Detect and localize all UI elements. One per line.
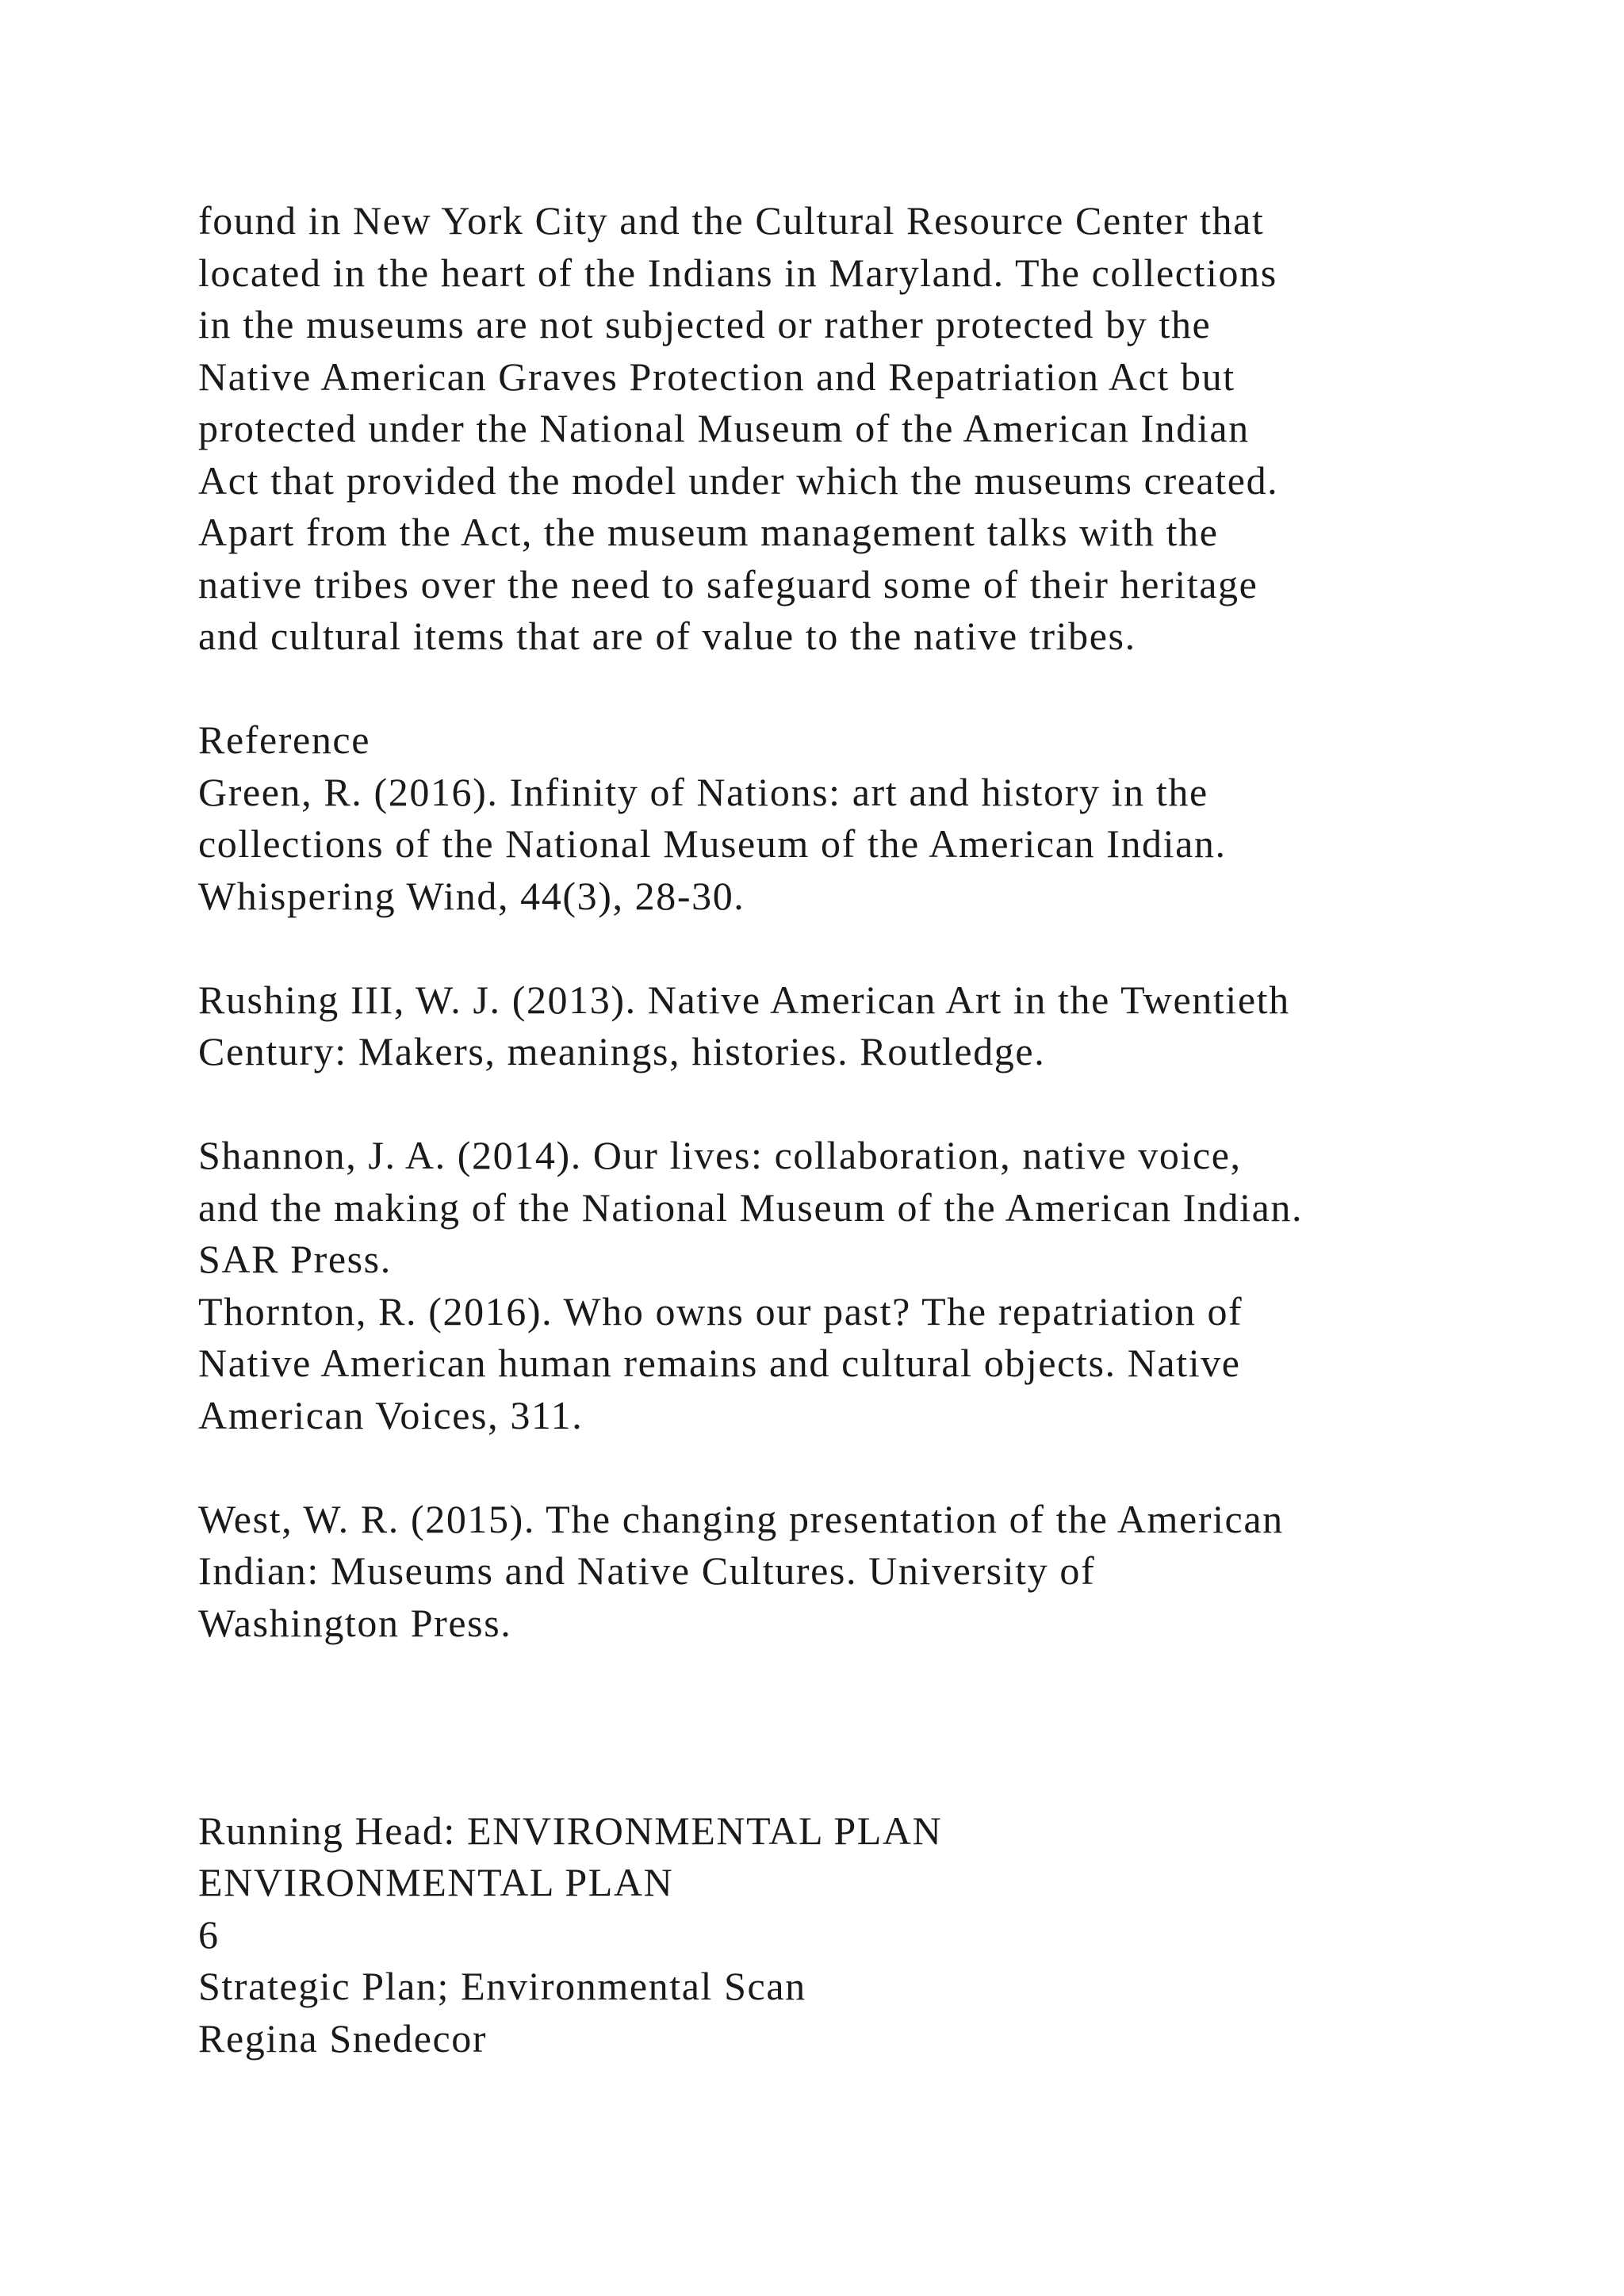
body-line: in the museums are not subjected or rather protected by the (198, 302, 1212, 346)
reference-line: Green, R. (2016). Infinity of Nations: art and history in the (198, 769, 1208, 814)
document-title: Strategic Plan; Environmental Scan (198, 1964, 806, 2008)
author-name: Regina Snedecor (198, 2015, 488, 2061)
body-line: Native American Graves Protection and Repatriation Act but (198, 354, 1235, 399)
running-head: Running Head: ENVIRONMENTAL PLAN (198, 1808, 943, 1853)
reference-line: Washington Press. (198, 1600, 512, 1645)
reference-line: Native American human remains and cultural objects. Native (198, 1341, 1241, 1385)
body-line: protected under the National Museum of the American Indian (198, 406, 1250, 450)
body-line: found in New York City and the Cultural Resource Center that (198, 198, 1265, 243)
next-document-header (198, 1805, 1562, 2065)
reference-line: Century: Makers, meanings, histories. Routledge. (198, 1029, 1046, 1073)
blank-line (198, 1078, 1562, 1131)
body-paragraph (198, 195, 1562, 663)
reference-line: Thornton, R. (2016). Who owns our past? The repatriation of (198, 1288, 1243, 1334)
document-text (198, 195, 1562, 2064)
reference-line: collections of the National Museum of the American Indian. (198, 821, 1227, 866)
body-line: Act that provided the model under which the museums created. (198, 457, 1279, 503)
references-heading: Reference (198, 718, 371, 762)
reference-line: and the making of the National Museum of the American Indian. (198, 1184, 1304, 1230)
reference-entry-shannon (198, 1130, 1562, 1286)
reference-line: Shannon, J. A. (2014). Our lives: collaboration, native voice, (198, 1133, 1242, 1177)
page-number: 6 (198, 1911, 220, 1957)
references-section (198, 714, 1562, 1649)
reference-entry-west (198, 1494, 1562, 1650)
reference-line: Indian: Museums and Native Cultures. University of (198, 1548, 1096, 1593)
body-line: located in the heart of the Indians in Maryland. The collections (198, 250, 1277, 295)
blank-line (198, 1441, 1562, 1494)
reference-line: West, W. R. (2015). The changing presentation of the American (198, 1496, 1284, 1541)
body-line: native tribes over the need to safeguard some of their heritage (198, 561, 1258, 607)
blank-line (198, 922, 1562, 974)
reference-entry-rushing (198, 974, 1562, 1078)
body-line: and cultural items that are of value to the native tribes. (198, 614, 1136, 658)
reference-entry-thornton (198, 1286, 1562, 1442)
body-line: Apart from the Act, the museum management talks with the (198, 510, 1219, 554)
section-gap (198, 1649, 1562, 1805)
reference-entry-green (198, 767, 1562, 923)
reference-line: American Voices, 311. (198, 1392, 584, 1437)
header-title: ENVIRONMENTAL PLAN (198, 1860, 674, 1904)
reference-line: SAR Press. (198, 1237, 392, 1281)
reference-line: Rushing III, W. J. (2013). Native American Art in the Twentieth (198, 977, 1290, 1022)
blank-line (198, 663, 1562, 715)
reference-line: Whispering Wind, 44(3), 28-30. (198, 873, 745, 918)
